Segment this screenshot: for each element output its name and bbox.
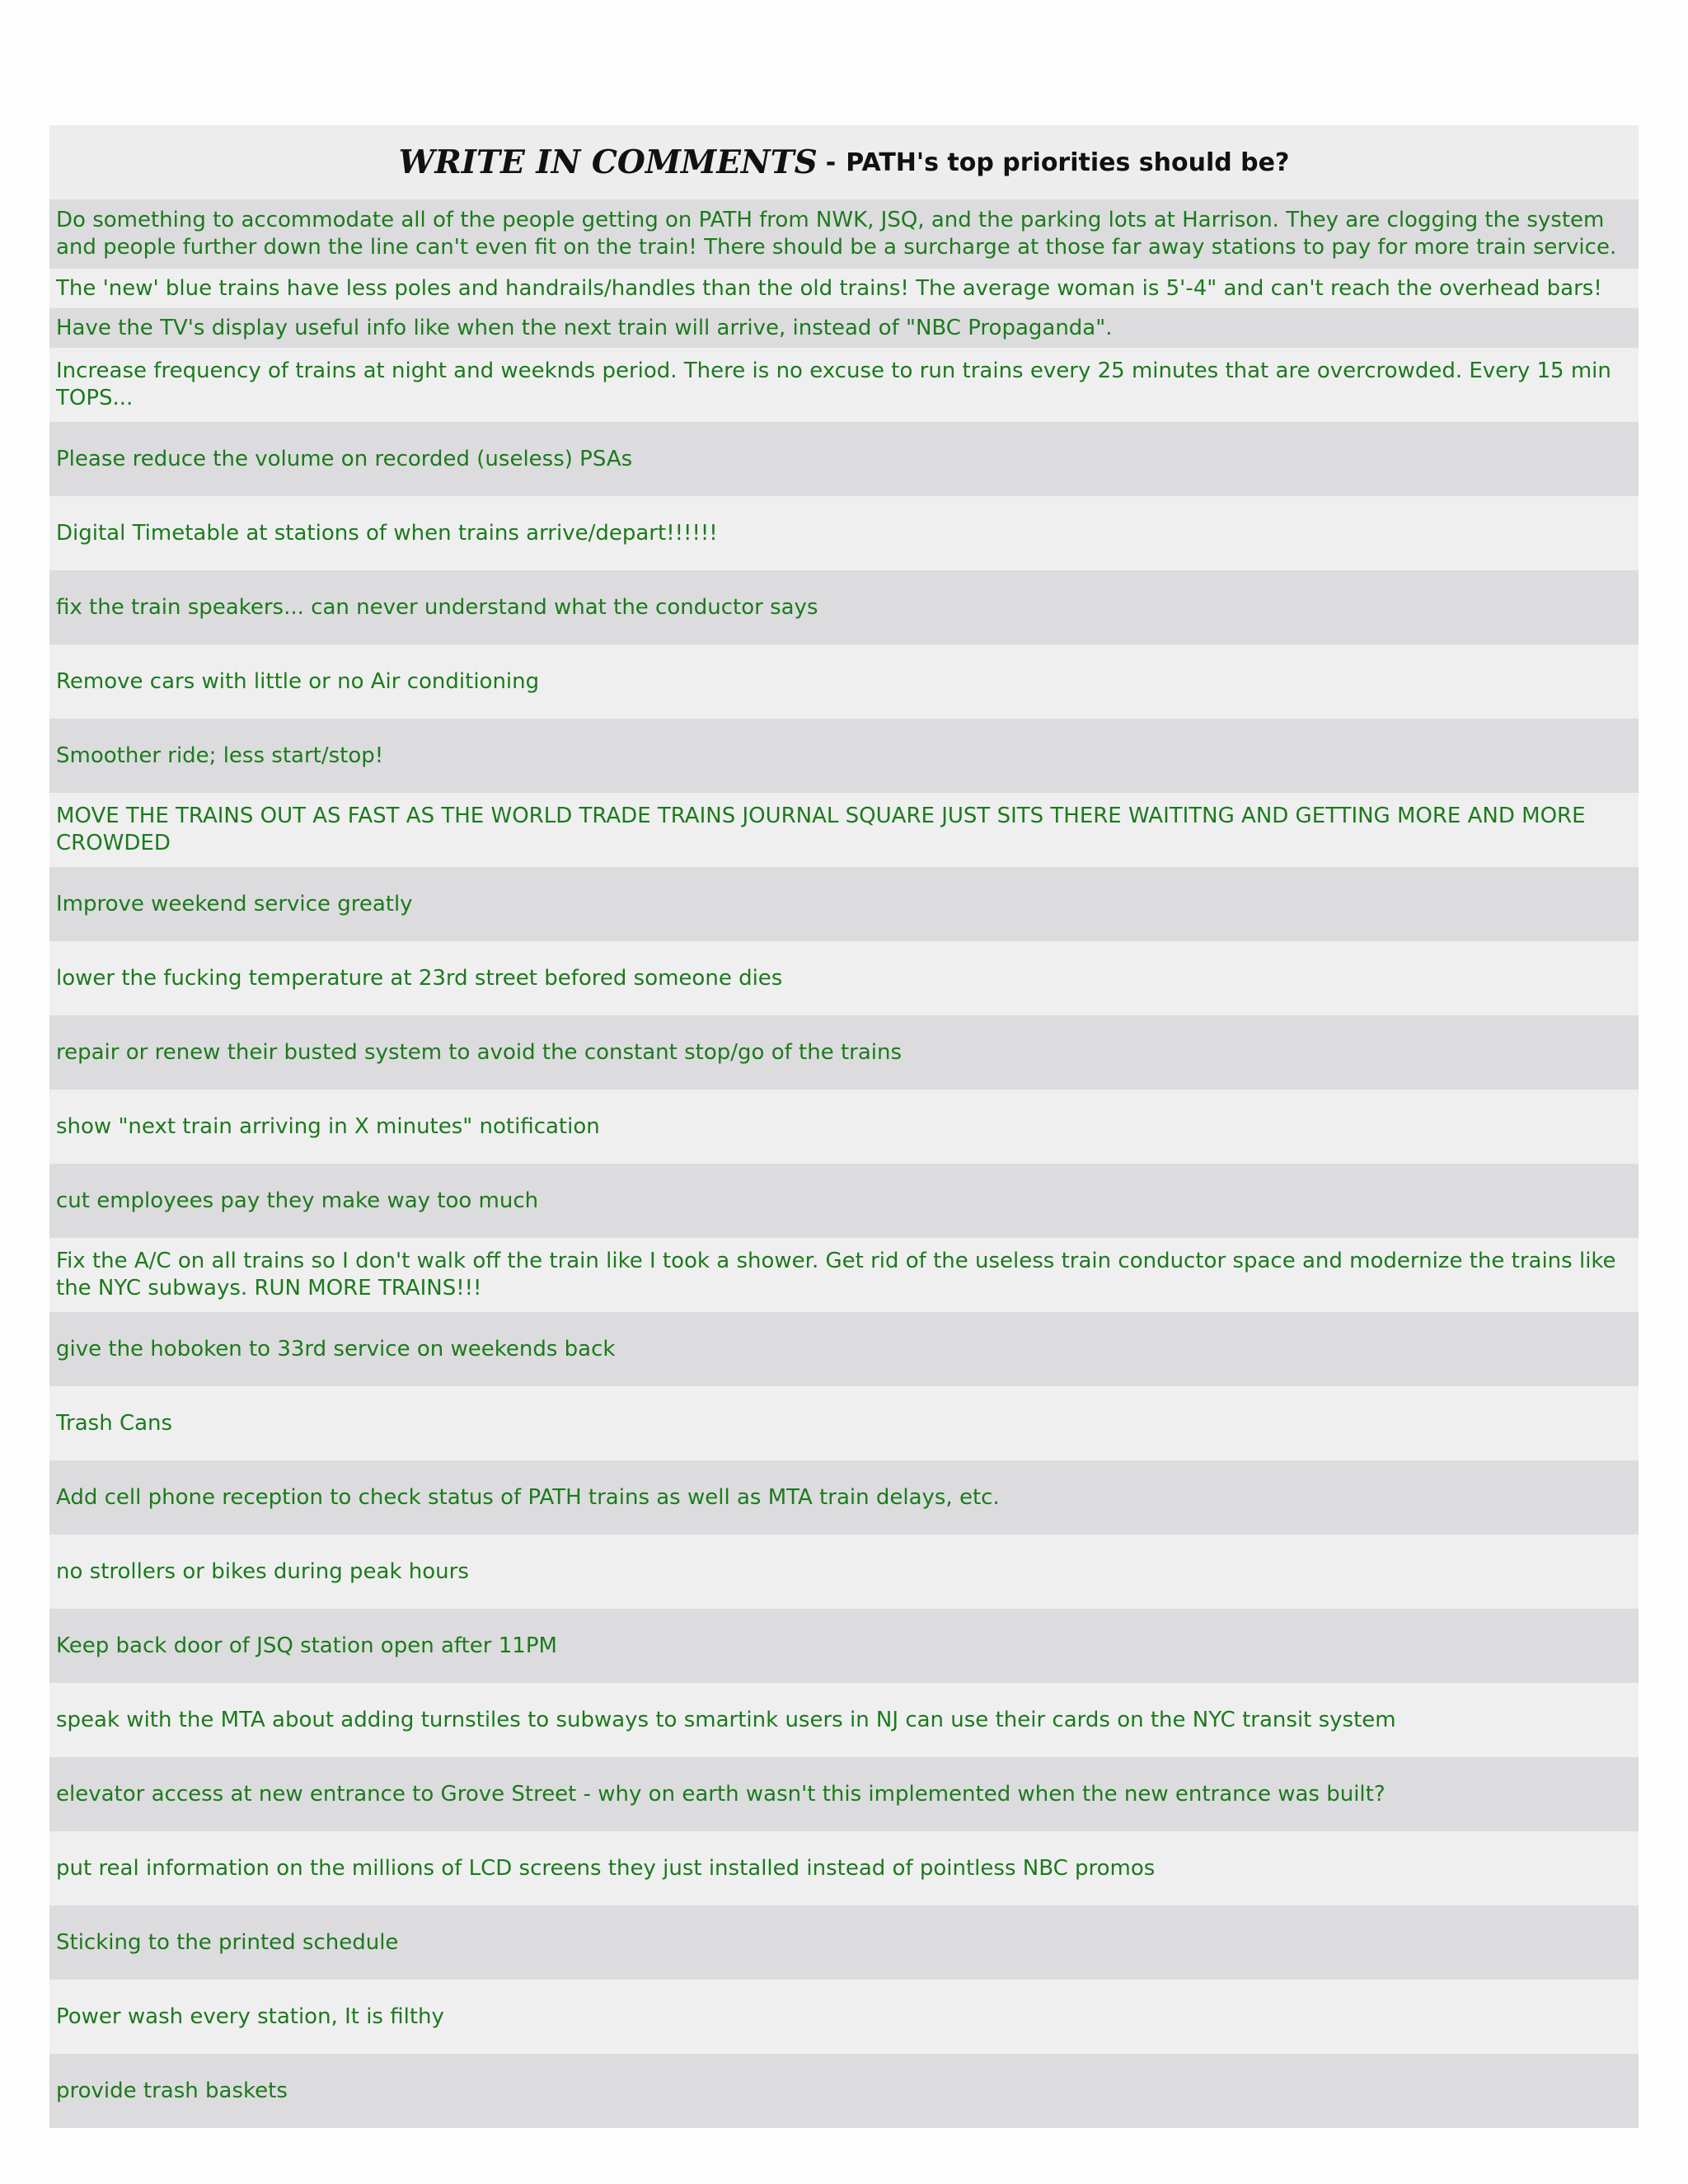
comment-text: Please reduce the volume on recorded (useless) PSAs xyxy=(56,446,633,471)
comment-row xyxy=(49,269,1639,308)
title-separator: - xyxy=(825,148,837,177)
comment-text: elevator access at new entrance to Grove Street - why on earth wasn't this implemented when the new entrance was built? xyxy=(56,1781,1386,1807)
comment-row xyxy=(49,570,1639,644)
comment-text: Increase frequency of trains at night and weeknds period. There is no excuse to run trains every 25 minutes that are overcrowded. Every 15 min TOPS... xyxy=(56,359,1611,410)
comment-text: MOVE THE TRAINS OUT AS FAST AS THE WORLD TRADE TRAINS JOURNAL SQUARE JUST SITS THERE WAITITNG AND GETTING MORE AND MORE CROWDED xyxy=(56,804,1586,855)
comment-text: lower the fucking temperature at 23rd street befored someone dies xyxy=(56,965,783,991)
comment-text: Digital Timetable at stations of when trains arrive/depart!!!!!! xyxy=(56,520,718,546)
comment-text: Power wash every station, It is filthy xyxy=(56,2004,444,2029)
comment-text: The 'new' blue trains have less poles and handrails/handles than the old trains! The average woman is 5'-4" and can't reach the overhead bars! xyxy=(56,275,1602,301)
comment-text: Smoother ride; less start/stop! xyxy=(56,743,384,768)
comment-row xyxy=(49,1386,1639,1460)
comment-text: Remove cars with little or no Air conditioning xyxy=(56,668,540,694)
comment-row xyxy=(49,793,1639,867)
comment-text: give the hoboken to 33rd service on weekends back xyxy=(56,1336,616,1361)
comment-row xyxy=(49,496,1639,570)
comment-row xyxy=(49,1831,1639,1905)
comment-row xyxy=(49,1905,1639,1980)
comment-row xyxy=(49,1460,1639,1535)
comment-row xyxy=(49,199,1639,269)
table-header xyxy=(49,125,1639,199)
comment-text: Have the TV's display useful info like when the next train will arrive, instead of "NBC Propaganda". xyxy=(56,315,1113,340)
comment-text: no strollers or bikes during peak hours xyxy=(56,1558,469,1584)
comment-text: Trash Cans xyxy=(56,1410,173,1436)
page-subtitle: PATH's top priorities should be? xyxy=(846,148,1290,177)
comment-text: repair or renew their busted system to avoid the constant stop/go of the trains xyxy=(56,1039,903,1065)
comment-text: provide trash baskets xyxy=(56,2078,288,2103)
comment-row xyxy=(49,1535,1639,1609)
comment-row xyxy=(49,1609,1639,1683)
comment-row xyxy=(49,1757,1639,1831)
comment-row xyxy=(49,1164,1639,1238)
comment-row xyxy=(49,1980,1639,2054)
comment-text: speak with the MTA about adding turnstiles to subways to smartink users in NJ can use their cards on the NYC transit system xyxy=(56,1707,1396,1732)
comment-text: Improve weekend service greatly xyxy=(56,891,413,916)
comment-text: cut employees pay they make way too much xyxy=(56,1188,539,1213)
comment-text: show "next train arriving in X minutes" notification xyxy=(56,1113,600,1139)
comment-row xyxy=(49,1683,1639,1757)
comment-row xyxy=(49,941,1639,1015)
comment-text: Add cell phone reception to check status of PATH trains as well as MTA train delays, etc. xyxy=(56,1484,1000,1510)
comment-text: Keep back door of JSQ station open after 11PM xyxy=(56,1633,557,1658)
comment-row xyxy=(49,2054,1639,2128)
comment-text: Sticking to the printed schedule xyxy=(56,1929,399,1955)
comment-list xyxy=(49,199,1639,2128)
comment-row xyxy=(49,719,1639,793)
comment-text: fix the train speakers... can never understand what the conductor says xyxy=(56,594,818,620)
comment-text: put real information on the millions of LCD screens they just installed instead of pointless NBC promos xyxy=(56,1855,1156,1881)
comment-row xyxy=(49,308,1639,348)
comment-text: Fix the A/C on all trains so I don't walk off the train like I took a shower. Get rid of the useless train conductor space and modernize the trains like the NYC subways. RUN MORE TRAINS!!! xyxy=(56,1249,1616,1301)
comment-row xyxy=(49,348,1639,422)
comment-row xyxy=(49,644,1639,719)
comment-row xyxy=(49,1238,1639,1312)
comment-row xyxy=(49,1015,1639,1090)
comment-row xyxy=(49,422,1639,496)
comments-table xyxy=(49,125,1639,2128)
page-title: WRITE IN COMMENTS xyxy=(398,143,818,181)
comment-row xyxy=(49,867,1639,941)
comment-text: Do something to accommodate all of the people getting on PATH from NWK, JSQ, and the parking lots at Harrison. They are clogging the system and people further down the line can't even fit on the train! There should be a surcharge at those far away stations to pay for more train service. xyxy=(56,208,1617,260)
comment-row xyxy=(49,1312,1639,1386)
comment-row xyxy=(49,1090,1639,1164)
